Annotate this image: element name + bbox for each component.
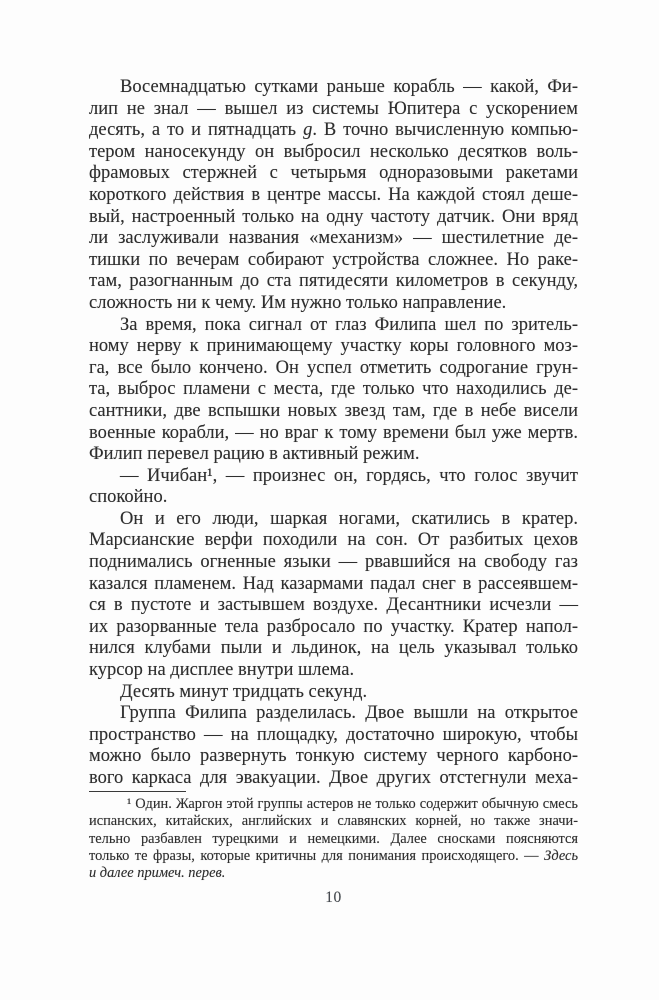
paragraph	[89, 77, 578, 315]
text-line: тером наносекунду он выбросил несколько десятков воль-	[89, 141, 578, 162]
paragraph	[89, 682, 578, 704]
text-line: только те фразы, которые критичны для понимания происходящего. — Здесь	[89, 847, 578, 864]
footnote-separator	[89, 791, 186, 792]
text-line: ся в пустоте и застывшем воздухе. Десантники исчезли —	[89, 595, 578, 616]
text-line: можно было развернуть тонкую систему черного карбоно-	[89, 746, 578, 767]
text-line: курсор на дисплее внутри шлема.	[89, 660, 355, 681]
text-line: тишки по вечерам собирают устройства сложнее. Но раке-	[89, 249, 578, 270]
text-line: вый, настроенный только на одну частоту датчик. Они вряд	[89, 206, 578, 227]
text-line: та, выброс пламени с места, где только что находились де-	[89, 379, 578, 400]
text-line: Группа Филипа разделилась. Двое вышли на открытое	[120, 703, 578, 724]
footnote	[89, 796, 578, 882]
text-line: сантники, две вспышки новых звезд там, где в небе висели	[89, 400, 578, 421]
text-line: Он и его люди, шаркая ногами, скатились в кратер.	[120, 508, 578, 529]
paragraph	[89, 509, 578, 682]
text-line: испанских, китайских, английских и славянских корней, но также значи-	[89, 813, 578, 830]
text-line: десять, а то и пятнадцать g. В точно вычисленную компью-	[89, 120, 578, 141]
paragraph	[89, 315, 578, 466]
text-line: лип не знал — вышел из системы Юпитера с ускорением	[89, 98, 578, 119]
text-line: нился клубами пыли и льдинок, на цель указывал только	[89, 638, 578, 659]
text-line: их разорванные тела разбросало по участку. Кратер напол-	[89, 616, 578, 637]
text-line: Восемнадцатью сутками раньше корабль — какой, Фи-	[120, 77, 578, 97]
text-line: короткого действия в центре массы. На каждой стоял деше-	[89, 184, 578, 205]
text-line: За время, пока сигнал от глаз Филипа шел по зритель-	[120, 314, 578, 335]
text-line: военные корабли, — но враг к тому времени был уже мертв.	[89, 422, 578, 443]
text-line: Десять минут тридцать секунд.	[120, 681, 368, 702]
text-line: Филип перевел рацию в активный режим.	[89, 444, 420, 465]
text-line: ¹ Один. Жаргон этой группы астеров не только содержит обычную смесь	[127, 796, 578, 812]
text-line: там, разогнанным до ста пятидесяти километров в секунду,	[89, 271, 578, 292]
text-line: Марсианские верфи походили на сон. От разбитых цехов	[89, 530, 578, 551]
text-line: спокойно.	[89, 487, 168, 508]
text-line: вого каркаса для эвакуации. Двое других отстегнули меха-	[89, 768, 578, 788]
text-line: тельно разбавлен турецкими и немецкими. Далее сносками поясняются	[89, 830, 578, 847]
paragraph	[89, 466, 578, 509]
text-line: казался пламенем. Над казармами падал снег в рассеявшем-	[89, 573, 578, 594]
text-line: сложность ни к чему. Им нужно только направление.	[89, 292, 507, 313]
text-line: ному нерву к принимающему участку коры головного моз-	[89, 336, 578, 357]
page-text	[89, 77, 578, 790]
paragraph	[89, 703, 578, 789]
text-line: и далее примеч. перев.	[89, 865, 226, 882]
text-line: га, все было кончено. Он успел отметить содрогание грун-	[89, 357, 578, 378]
text-line: — Ичибан¹, — произнес он, гордясь, что голос звучит	[120, 465, 578, 486]
text-line: поднимались огненные языки — рвавшийся на свободу газ	[89, 552, 578, 573]
page-number: 10	[325, 889, 342, 906]
text-line: ли заслуживали названия «механизм» — шестилетние де-	[89, 228, 578, 249]
text-line: фрамовых стержней с четырьмя одноразовыми ракетами	[89, 163, 578, 184]
text-line: пространство — на площадку, достаточно широкую, чтобы	[89, 724, 578, 745]
